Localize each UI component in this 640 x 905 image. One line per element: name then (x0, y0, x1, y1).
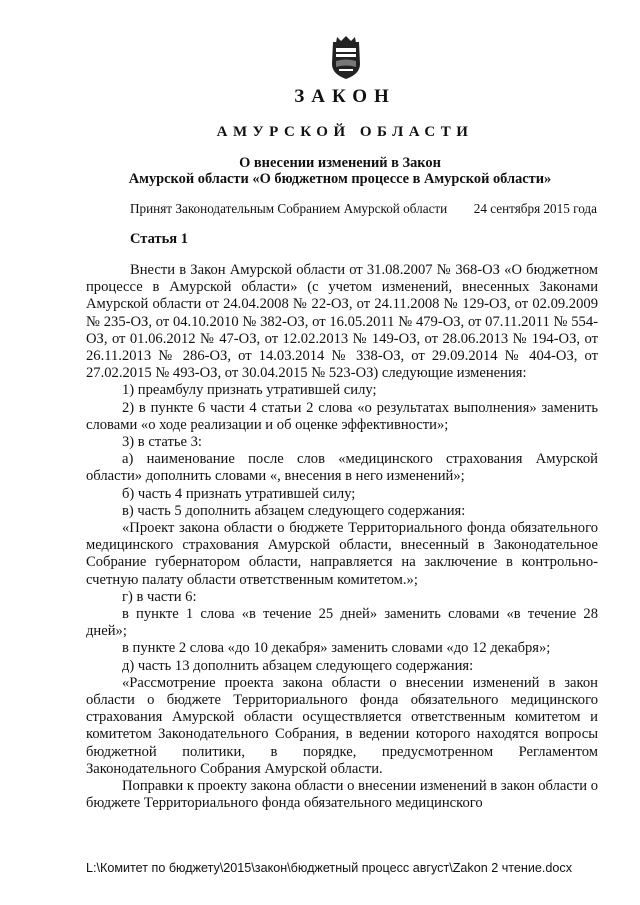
region-title: АМУРСКОЙ ОБЛАСТИ (216, 124, 474, 140)
adoption-text: Принят Законодательным Собранием Амурской области (130, 201, 448, 216)
paragraph: «Рассмотрение проекта закона области о внесении изменений в закон области о бюджете Территориального фонда обязательного медицинского страхования Амурской области осуществляется ответственным комитетом и комитетом Законодательного Собрания, в ведении которого находятся вопросы бюджетной политики, в порядке, предусмотренном Регламентом Законодательного Собрания Амурской области. (86, 674, 598, 777)
law-subtitle (0, 155, 640, 187)
subtitle-line-1: О внесении изменений в Закон (239, 155, 441, 171)
paragraph: г) в части 6: (122, 588, 197, 605)
document-type: ЗАКОН (294, 86, 396, 107)
paragraph: в пункте 1 слова «в течение 25 дней» заменить словами «в течение 28 дней»; (86, 606, 598, 640)
subtitle-line-2: Амурской области «О бюджетном процессе в Амурской области» (128, 171, 552, 187)
paragraph: в пункте 2 слова «до 10 декабря» заменить словами «до 12 декабря»; (122, 640, 551, 657)
paragraph: 1) преамбулу признать утратившей силу; (122, 382, 377, 399)
file-path-footer: L:\Комитет по бюджету\2015\закон\бюджетный процесс август\Zakon 2 чтение.docx (86, 861, 573, 875)
paragraph: «Проект закона области о бюджете Территориального фонда обязательного медицинского страхования Амурской области, внесенный в Законодательное Собрание губернатором области, направляется на заключение в контрольно-счетную палату области ответственным комитетом.»; (86, 520, 598, 588)
coat-of-arms-icon (327, 34, 365, 80)
paragraph: б) часть 4 признать утратившей силу; (122, 485, 356, 502)
paragraph: а) наименование после слов «медицинского страхования Амурской области» дополнить словами «, внесения в него изменений»; (86, 451, 598, 485)
paragraph: 3) в статье 3: (122, 434, 202, 451)
paragraph: д) часть 13 дополнить абзацем следующего содержания: (122, 657, 474, 674)
paragraph: Поправки к проекту закона области о внесении изменений в закон области о бюджете Территориального фонда обязательного медицинского (86, 778, 598, 812)
paragraph: Внести в Закон Амурской области от 31.08.2007 № 368-ОЗ «О бюджетном процессе в Амурской области» (с учетом изменений, внесенных Законами Амурской области от 24.04.2008 № 22-ОЗ, от 24.11.2008 № 129-ОЗ, от 02.09.2009 № 235-ОЗ, от 04.10.2010 № 382-ОЗ, от 16.05.2011 № 479-ОЗ, от 07.11.2011 № 554-ОЗ, от 01.06.2012 № 47-ОЗ, от 12.02.2013 № 149-ОЗ, от 28.06.2013 № 194-ОЗ, от 26.11.2013 № 286-ОЗ, от 14.03.2014 № 338-ОЗ, от 29.09.2014 № 404-ОЗ, от 27.02.2015 № 493-ОЗ, от 30.04.2015 № 523-ОЗ) следующие изменения: (86, 262, 598, 382)
article-title: Статья 1 (130, 231, 188, 247)
paragraph: в) часть 5 дополнить абзацем следующего содержания: (122, 502, 466, 519)
adoption-date: 24 сентября 2015 года (473, 201, 597, 216)
adoption-line (130, 201, 597, 217)
article-body (86, 262, 598, 813)
paragraph: 2) в пункте 6 части 4 статьи 2 слова «о результатах выполнения» заменить словами «о ходе реализации и об оценке эффективности»; (86, 399, 598, 433)
